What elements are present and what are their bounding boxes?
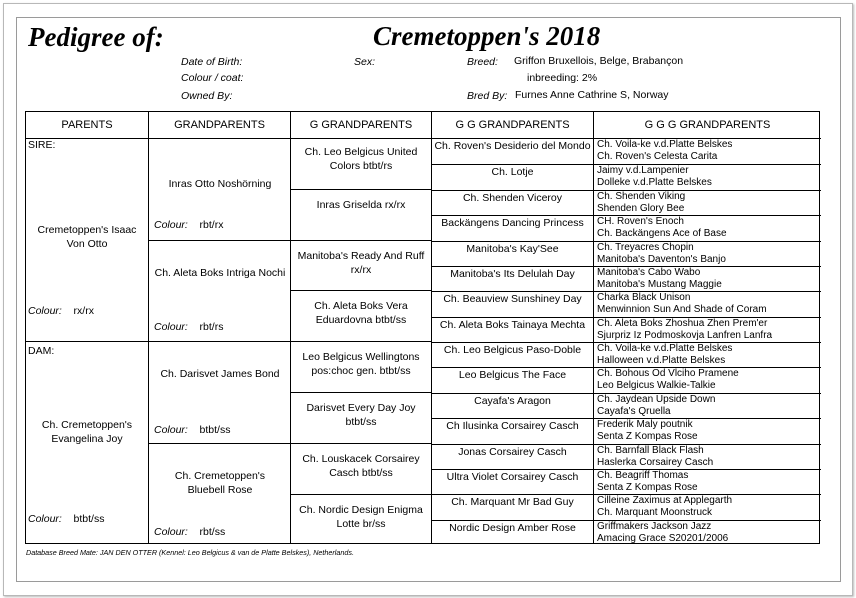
ggg-grandparent-name: Amacing Grace S20201/2006 xyxy=(597,533,729,545)
breed-value: Griffon Bruxellois, Belge, Brabançon xyxy=(514,55,684,67)
ggg-grandparent-name: Shenden Glory Bee xyxy=(597,203,685,215)
ggg-grandparent-cell xyxy=(594,418,821,444)
ggg-grandparent-cell xyxy=(594,241,821,266)
gg-grandparent-cell: Jonas Corsairey Casch xyxy=(432,444,593,469)
breed-label: Breed: xyxy=(467,56,498,68)
dam-cell xyxy=(26,341,148,545)
g-grandparent-cell: Ch. Leo Belgicus United Colors btbt/rs xyxy=(304,146,418,172)
grandparent-cell xyxy=(149,139,290,240)
g-grandparents-column xyxy=(290,112,431,543)
ggg-grandparent-name: Ch. Treyacres Chopin xyxy=(597,242,694,253)
ggg-grandparent-name: Ch. Backängens Ace of Base xyxy=(597,228,727,240)
grandparent-colour: Colour: rbt/rx xyxy=(154,219,224,231)
ggg-grandparent-name: Dolleke v.d.Platte Belskes xyxy=(597,177,712,189)
gg-grandparent-cell: Ch. Marquant Mr Bad Guy xyxy=(432,494,593,520)
bred-by-label: Bred By: xyxy=(467,90,508,102)
ggg-grandparent-cell xyxy=(594,266,821,291)
grandparent-colour: Colour: btbt/ss xyxy=(154,424,231,436)
ggg-grandparent-name: Sjurpriz Iz Podmoskovja Lanfren Lanfra xyxy=(597,330,773,342)
dam-colour: Colour: btbt/ss xyxy=(28,513,105,525)
ggg-grandparent-cell xyxy=(594,469,821,494)
colour-coat-label: Colour / coat: xyxy=(181,72,244,84)
ggg-grandparent-name: Ch. Roven's Celesta Carita xyxy=(597,151,718,163)
ggg-grandparent-name: Griffmakers Jackson Jazz xyxy=(597,521,712,532)
column-header-parents: PARENTS xyxy=(26,112,148,139)
ggg-grandparent-cell xyxy=(594,367,821,393)
ggg-grandparent-name: Frederik Maly poutnik xyxy=(597,419,693,430)
gg-grandparent-cell: Backängens Dancing Princess xyxy=(432,215,593,241)
gg-grandparent-cell: Ch. Lotje xyxy=(432,164,593,190)
ggg-grandparent-name: Haslerka Corsairey Casch xyxy=(597,457,714,469)
ggg-grandparent-name: Ch. Marquant Moonstruck xyxy=(597,507,713,519)
ggg-grandparent-cell xyxy=(594,190,821,215)
ggg-grandparent-name: Ch. Jaydean Upside Down xyxy=(597,394,716,405)
owned-by-label: Owned By: xyxy=(181,90,233,102)
ggg-grandparent-name: Cilleine Zaximus at Applegarth xyxy=(597,495,733,506)
ggg-grandparent-cell xyxy=(594,444,821,469)
grandparent-name: Ch. Aleta Boks Intriga Nochi xyxy=(154,267,286,279)
ggg-grandparent-cell xyxy=(594,494,821,520)
sire-colour: Colour: rx/rx xyxy=(28,305,94,317)
title-prefix: Pedigree of: xyxy=(28,22,164,52)
g-grandparent-cell: Manitoba's Ready And Ruff rx/rx xyxy=(291,240,431,290)
ggg-grandparent-name: Ch. Shenden Viking xyxy=(597,191,686,202)
ggg-grandparent-cell xyxy=(594,164,821,190)
grandparent-name: Ch. Darisvet James Bond xyxy=(160,368,280,380)
grandparent-name: Ch. Cremetoppen's Bluebell Rose xyxy=(174,470,266,496)
sire-name: Cremetoppen's Isaac Von Otto xyxy=(37,224,137,250)
ggg-grandparent-cell xyxy=(594,215,821,241)
pedigree-table xyxy=(25,111,820,544)
gg-grandparent-cell: Manitoba's Its Delulah Day xyxy=(432,266,593,291)
dob-label: Date of Birth: xyxy=(181,56,243,68)
ggg-grandparent-name: Menwinnion Sun And Shade of Coram xyxy=(597,304,767,316)
parents-column xyxy=(26,112,148,543)
g-grandparent-cell: Ch. Nordic Design Enigma Lotte br/ss xyxy=(291,494,431,545)
ggg-grandparent-cell xyxy=(594,393,821,418)
column-header-g-grandparents: G GRANDPARENTS xyxy=(291,112,431,139)
ggg-grandparent-name: Ch. Bohous Od Vlciho Pramene xyxy=(597,368,739,379)
database-footer: Database Breed Mate: JAN DEN OTTER (Kennel: Leo Belgicus & van de Platte Belskes), Netherlands. xyxy=(26,548,354,557)
gg-grandparent-cell: Leo Belgicus The Face xyxy=(432,367,593,393)
ggg-grandparent-name: Jaimy v.d.Lampenier xyxy=(597,165,689,176)
ggg-grandparent-name: Senta Z Kompas Rose xyxy=(597,431,698,443)
ggg-grandparent-name: CH. Roven's Enoch xyxy=(597,216,684,227)
ggg-grandparent-name: Ch. Beagriff Thomas xyxy=(597,470,689,481)
g-grandparent-cell: Ch. Louskacek Corsairey Casch btbt/ss xyxy=(291,443,431,494)
ggg-grandparent-name: Ch. Aleta Boks Zhoshua Zhen Prem'er xyxy=(597,318,768,329)
ggg-grandparent-name: Halloween v.d.Platte Belskes xyxy=(597,355,726,367)
dog-name-title: Cremetoppen's 2018 xyxy=(373,21,601,51)
g-grandparent-cell: Inras Griselda rx/rx xyxy=(291,189,431,240)
dam-name: Ch. Cremetoppen's Evangelina Joy xyxy=(41,419,133,445)
column-header-gg-grandparents: G G GRANDPARENTS xyxy=(432,112,593,139)
column-header-grandparents: GRANDPARENTS xyxy=(149,112,290,139)
ggg-grandparent-name: Manitoba's Daventon's Banjo xyxy=(597,254,726,266)
grandparent-cell xyxy=(149,341,290,443)
gg-grandparent-cell: Nordic Design Amber Rose xyxy=(432,520,593,545)
grandparent-colour: Colour: rbt/rs xyxy=(154,321,224,333)
dam-label: DAM: xyxy=(28,345,55,357)
ggg-grandparent-name: Cayafa's Qruella xyxy=(597,406,671,418)
g-grandparent-cell: Ch. Aleta Boks Vera Eduardovna btbt/ss xyxy=(291,290,431,341)
ggg-grandparent-name: Manitoba's Cabo Wabo xyxy=(597,267,701,278)
gg-grandparent-cell: Ch. Aleta Boks Tainaya Mechta xyxy=(432,317,593,342)
grandparent-cell xyxy=(149,443,290,545)
gg-grandparent-cell: Ch. Leo Belgicus Paso-Doble xyxy=(432,342,593,367)
gg-grandparents-column xyxy=(431,112,593,543)
ggg-grandparent-cell xyxy=(594,342,821,367)
gg-grandparent-cell: Cayafa's Aragon xyxy=(432,393,593,418)
sire-cell xyxy=(26,139,148,341)
ggg-grandparent-cell xyxy=(594,291,821,317)
g-grandparent-cell: Leo Belgicus Wellingtons pos:choc gen. btbt/ss xyxy=(291,341,431,392)
gg-grandparent-cell: Manitoba's Kay'See xyxy=(432,241,593,266)
ggg-grandparent-name: Charka Black Unison xyxy=(597,292,691,303)
gg-grandparent-cell: Ultra Violet Corsairey Casch xyxy=(432,469,593,494)
grandparent-colour: Colour: rbt/ss xyxy=(154,526,226,538)
ggg-grandparent-cell xyxy=(594,139,821,164)
inbreeding-value: inbreeding: 2% xyxy=(527,72,598,84)
ggg-grandparent-name: Senta Z Kompas Rose xyxy=(597,482,698,494)
sex-label: Sex: xyxy=(354,56,376,68)
column-header-ggg-grandparents: G G G GRANDPARENTS xyxy=(594,112,821,139)
g-grandparent-cell: Darisvet Every Day Joy btbt/ss xyxy=(291,392,431,443)
bred-by-value: Furnes Anne Cathrine S, Norway xyxy=(515,89,669,101)
ggg-grandparent-cell xyxy=(594,520,821,545)
ggg-grandparent-name: Ch. Barnfall Black Flash xyxy=(597,445,704,456)
grandparent-name: Inras Otto Noshörning xyxy=(168,178,272,190)
gg-grandparent-cell: Ch. Beauview Sunshiney Day xyxy=(432,291,593,317)
ggg-grandparent-name: Leo Belgicus Walkie-Talkie xyxy=(597,380,716,392)
gg-grandparent-cell: Ch Ilusinka Corsairey Casch xyxy=(432,418,593,444)
ggg-grandparents-column xyxy=(593,112,821,543)
sire-label: SIRE: xyxy=(28,139,56,151)
ggg-grandparent-name: Ch. Voila-ke v.d.Platte Belskes xyxy=(597,343,733,354)
grandparents-column xyxy=(148,112,290,543)
gg-grandparent-cell: Ch. Roven's Desiderio del Mondo xyxy=(434,140,591,152)
gg-grandparent-cell: Ch. Shenden Viceroy xyxy=(432,190,593,215)
grandparent-cell xyxy=(149,240,290,341)
ggg-grandparent-cell xyxy=(594,317,821,342)
ggg-grandparent-name: Manitoba's Mustang Maggie xyxy=(597,279,722,291)
ggg-grandparent-name: Ch. Voila-ke v.d.Platte Belskes xyxy=(597,139,733,150)
